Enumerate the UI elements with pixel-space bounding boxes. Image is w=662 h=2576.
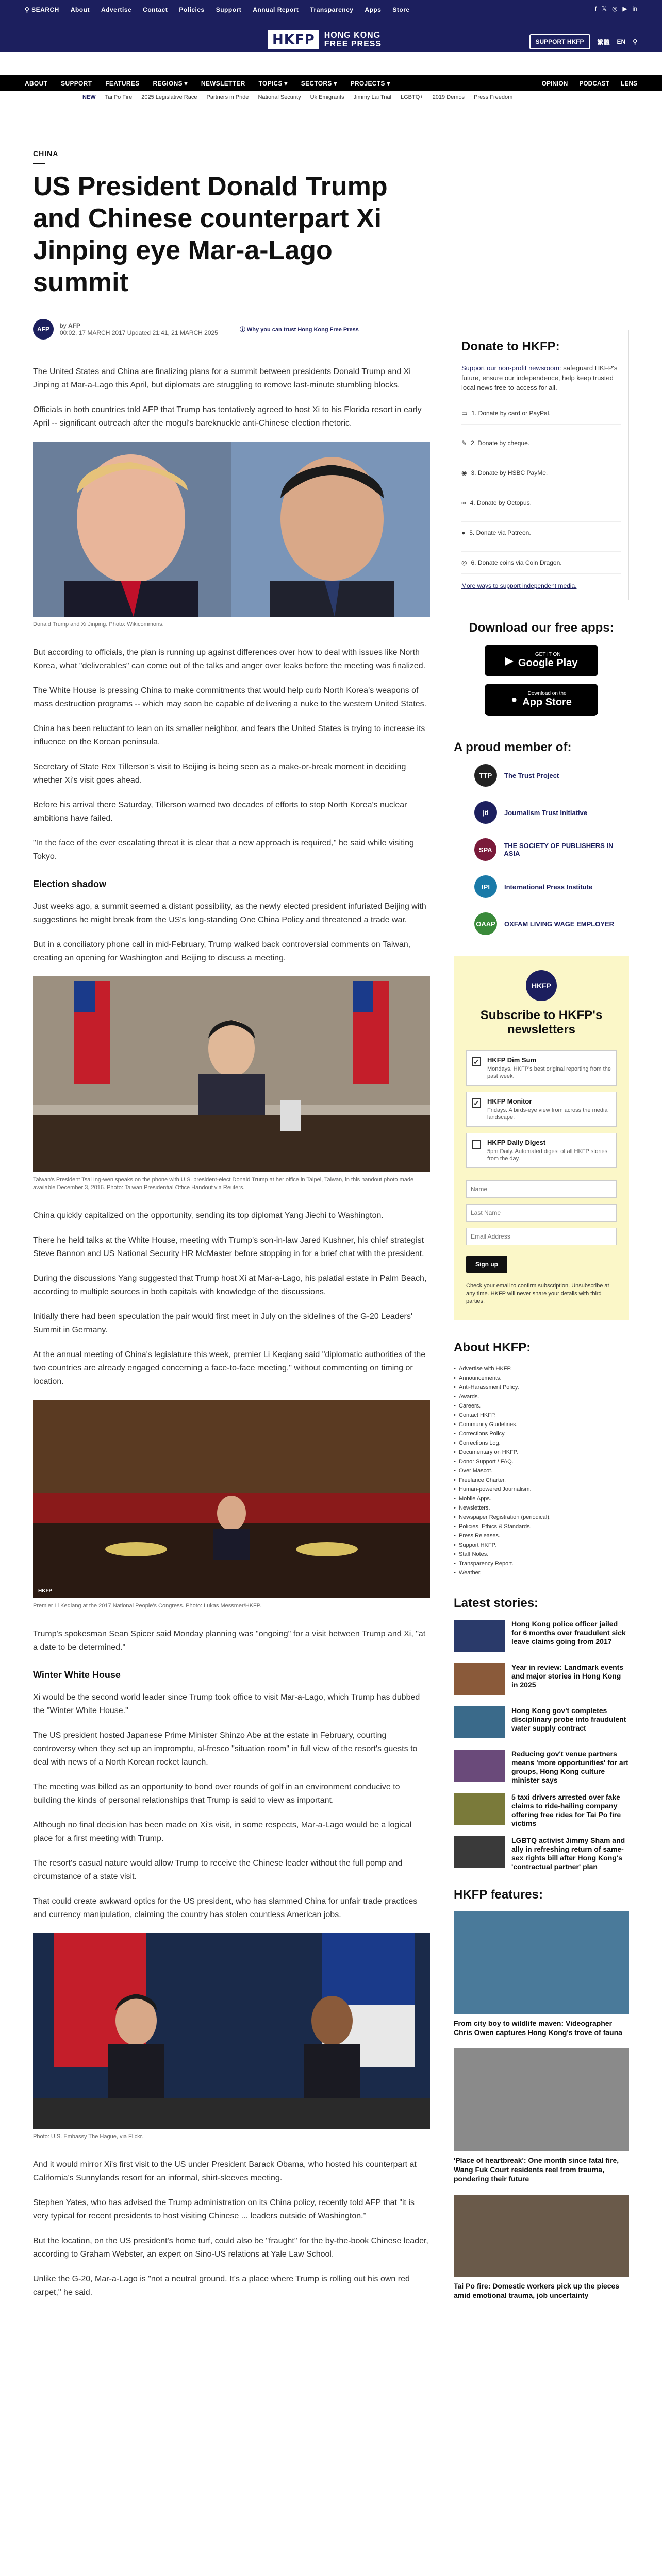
newsletter-option-digest[interactable]: HKFP Daily Digest 5pm Daily. Automated digest of all HKFP stories from the day. — [466, 1133, 617, 1168]
about-list — [454, 1364, 629, 1578]
feature-image — [454, 1911, 629, 2014]
top-link-contact[interactable]: Contact — [143, 6, 168, 13]
feature-image — [454, 2195, 629, 2277]
paragraph: The US president hosted Japanese Prime Minister Shinzo Abe at the estate in February, courting controversy when they set up an impromptu, al-fresco "situation room" in full view of the resort's guests to deal with news of a North Korean rocket launch. — [33, 1731, 418, 1767]
newsletter-option-dimsum[interactable]: ✓ HKFP Dim Sum Mondays. HKFP's best original reporting from the past week. — [466, 1050, 617, 1086]
latest-story[interactable]: 5 taxi drivers arrested over fake claims to ride-hailing company offering free rides for Tai Po fire victims — [454, 1793, 629, 1829]
about-link[interactable]: • Advertise with HKFP. — [454, 1364, 629, 1374]
paragraph: And it would mirror Xi's first visit to the US under President Barack Obama, who hosted his counterpart at California's Sunnylands resort for an informal, shirt-sleeves meeting. — [33, 2160, 417, 2182]
paragraph: But in a conciliatory phone call in mid-February, Trump walked back controversial comments on Taiwan, creating an opening for Washington and Beijing to discuss a meeting. — [33, 940, 411, 962]
nav-newsletter[interactable]: NEWSLETTER — [201, 80, 245, 87]
photo-caption: Premier Li Keqiang at the 2017 National People's Congress. Photo: Lukas Messmer/HKFP. — [33, 1603, 261, 1609]
trending-link[interactable]: 2019 Demos — [432, 94, 465, 100]
about-link[interactable]: • Announcements. — [454, 1374, 629, 1383]
paragraph: But the location, on the US president's home turf, could also be "fraught" for the by-the-book Chinese leader, according to Graham Webster, an expert on Sino-US relations at Yale Law School. — [33, 2236, 428, 2259]
top-links — [25, 6, 410, 13]
feature-image — [454, 2048, 629, 2151]
photo-caption: Photo: U.S. Embassy The Hague, via Flickr. — [33, 2133, 143, 2140]
latest-title: Latest stories: — [454, 1596, 539, 1610]
paragraph: During the discussions Yang suggested that Trump host Xi at Mar-a-Lago, his palatial estate in Palm Beach, according to multiple sources in both capitals with knowledge of the discussions. — [33, 1274, 427, 1296]
search-link[interactable]: ⚲ SEARCH — [25, 6, 59, 13]
latest-section — [454, 1596, 629, 1872]
support-hkfp-button[interactable]: SUPPORT HKFP — [529, 34, 590, 49]
new-label: NEW — [82, 94, 96, 100]
lang-en-link[interactable]: EN — [617, 38, 626, 45]
donate-text: Support our non-profit newsroom: safeguard HKFP's future, ensure our independence, help keep trusted local news free-to-access for all. — [461, 364, 618, 392]
about-link[interactable]: • Human-powered Journalism. — [454, 1485, 629, 1494]
nav-about[interactable]: ABOUT — [25, 80, 48, 87]
top-right-actions — [529, 34, 638, 49]
member-logo: jti — [474, 801, 497, 824]
top-bar — [0, 0, 662, 52]
about-link[interactable]: • Transparency Report. — [454, 1559, 629, 1568]
octopus-icon: ∞ — [461, 499, 466, 506]
about-link[interactable]: • Freelance Charter. — [454, 1476, 629, 1485]
about-link[interactable]: • Support HKFP. — [454, 1540, 629, 1550]
top-link-apps[interactable]: Apps — [365, 6, 382, 13]
checkbox[interactable]: ✓ — [472, 1057, 481, 1066]
about-link[interactable]: • Mobile Apps. — [454, 1494, 629, 1503]
signup-button[interactable]: Sign up — [466, 1256, 507, 1273]
patreon-icon: ● — [461, 529, 466, 536]
about-link[interactable]: • Awards. — [454, 1392, 629, 1401]
paragraph: Trump's spokesman Sean Spicer said Monday planning was "ongoing" for a visit between Trump and Xi, "at a date to be determined." — [33, 1630, 426, 1652]
apps-title: Download our free apps: — [469, 621, 614, 635]
about-link[interactable]: • Corrections Policy. — [454, 1429, 629, 1438]
main-nav — [0, 75, 662, 91]
newsletter-box — [454, 956, 629, 1320]
photo-xi-obama — [33, 1933, 430, 2129]
about-section — [454, 1341, 629, 1578]
top-link-transparency[interactable]: Transparency — [310, 6, 354, 13]
facebook-icon[interactable]: f — [594, 5, 597, 12]
nav-sectors[interactable]: SECTORS ▾ — [301, 80, 337, 87]
paragraph: China quickly capitalized on the opportunity, sending its top diplomat Yang Jiechi to Washington. — [33, 1211, 384, 1220]
about-link[interactable]: • Over Mascot. — [454, 1466, 629, 1476]
social-links — [595, 5, 637, 12]
about-link[interactable]: • Newsletters. — [454, 1503, 629, 1513]
latest-story[interactable]: Reducing gov't venue partners means 'more opportunities' for art groups, Hong Kong culture minister says — [454, 1750, 629, 1786]
about-link[interactable]: • Staff Notes. — [454, 1550, 629, 1559]
search-icon: ⚲ — [25, 6, 30, 13]
donate-box — [454, 330, 629, 600]
article-dates: 00:02, 17 MARCH 2017 Updated 21:41, 21 MARCH 2025 — [60, 329, 218, 336]
member-sopa[interactable]: SPA THE SOCIETY OF PUBLISHERS IN ASIA — [454, 838, 629, 861]
paragraph: Stephen Yates, who has advised the Trump administration on its China policy, recently told AFP that "it is very typical for recent presidents to host visiting Chinese ... leaders outside of Washington." — [33, 2198, 415, 2221]
paragraph: The resort's casual nature would allow Trump to receive the Chinese leader without the full pomp and circumstance of a state visit. — [33, 1859, 403, 1881]
last-name-field[interactable] — [466, 1204, 617, 1222]
about-link[interactable]: • Weather. — [454, 1568, 629, 1578]
member-ipi[interactable]: IPI International Press Institute — [454, 875, 629, 898]
google-play-badge[interactable]: ▶ GET IT ON Google Play — [485, 645, 598, 676]
author-name[interactable]: AFP — [68, 322, 81, 329]
logo-mark: HKFP — [268, 30, 319, 49]
paragraph: The United States and China are finalizing plans for a summit between presidents Donald Trump and Xi Jinping at Mar-a-Lago this April, but diplomats are struggling to remove last-minute stumbling blocks. — [33, 367, 411, 389]
article-category[interactable]: CHINA — [33, 149, 59, 158]
about-link[interactable]: • Policies, Ethics & Standards. — [454, 1522, 629, 1531]
nav-support[interactable]: SUPPORT — [61, 80, 92, 87]
apps-section — [454, 621, 629, 716]
trending-link[interactable]: Tai Po Fire — [105, 94, 133, 100]
trending-link[interactable]: Press Freedom — [474, 94, 513, 100]
paragraph: Secretary of State Rex Tillerson's visit to Beijing is being seen as a make-or-break moment in deciding whether Xi's visit goes ahead. — [33, 762, 406, 785]
donate-option[interactable]: ● 5. Donate via Patreon. — [461, 521, 621, 544]
author-avatar[interactable]: AFP — [33, 319, 54, 340]
donate-option[interactable]: ◉ 3. Donate by HSBC PayMe. — [461, 462, 621, 484]
photo-li-keqiang — [33, 1400, 430, 1598]
twitter-icon[interactable]: 𝕏 — [602, 5, 607, 12]
paragraph: But according to officials, the plan is running up against differences over how to deal with issues like North Korea, what "deliverables" can come out of the talks and anger over leaks before the meeting was finalized. — [33, 648, 426, 670]
donate-option[interactable]: ∞ 4. Donate by Octopus. — [461, 492, 621, 514]
about-link[interactable]: • Corrections Log. — [454, 1438, 629, 1448]
linkedin-icon[interactable]: in — [632, 5, 637, 12]
story-thumbnail — [454, 1706, 505, 1738]
nav-lens[interactable]: LENS — [620, 80, 637, 87]
latest-story[interactable]: LGBTQ activist Jimmy Sham and ally in refreshing return of same-sex rights bill after Hong Kong's 'contractual partner' plan — [454, 1836, 629, 1872]
story-thumbnail — [454, 1620, 505, 1652]
byline-text: by AFP 00:02, 17 MARCH 2017 Updated 21:41, 21 MARCH 2025 — [60, 322, 218, 336]
photo-caption: Donald Trump and Xi Jinping. Photo: Wikicommons. — [33, 621, 164, 628]
checkbox[interactable]: ✓ — [472, 1098, 481, 1108]
member-jti[interactable]: jti Journalism Trust Initiative — [454, 801, 629, 824]
instagram-icon[interactable]: ◎ — [611, 5, 618, 12]
paragraph: Initially there had been speculation the pair would first meet in July on the sidelines of the G-20 Leaders' Summit in Germany. — [33, 1312, 412, 1334]
features-title: HKFP features: — [454, 1888, 543, 1902]
donate-option[interactable]: ✎ 2. Donate by cheque. — [461, 432, 621, 454]
paragraph: Unlike the G-20, Mar-a-Lago is "not a neutral ground. It's a place where Trump is rolling out his own red carpet," he said. — [33, 2275, 410, 2297]
about-link[interactable]: • Contact HKFP. — [454, 1411, 629, 1420]
newsletter-logo: HKFP — [526, 970, 557, 1001]
email-field[interactable] — [466, 1228, 617, 1245]
members-section — [454, 740, 629, 935]
paragraph: At the annual meeting of China's legislature this week, premier Li Keqiang said "diplomatic authorities of the two countries are already engaged concerning a face-to-face meeting," without commenting on timing or location. — [33, 1350, 426, 1386]
lang-zh-link[interactable]: 繁體 — [597, 38, 610, 46]
youtube-icon[interactable]: ▶ — [622, 5, 627, 12]
paragraph: That could create awkward optics for the US president, who has slammed China for unfair trade practices and currency manipulation, claiming the country has stolen countless American jobs. — [33, 1897, 418, 1919]
trust-link[interactable]: ⓘ Why you can trust Hong Kong Free Press — [239, 327, 359, 333]
trending-link[interactable]: Jimmy Lai Trial — [353, 94, 391, 100]
story-thumbnail — [454, 1750, 505, 1782]
donate-options — [461, 402, 621, 574]
paragraph: The meeting was billed as an opportunity to bond over rounds of golf in an environment conducive to building the kinds of personal relationships that Trump is said to view as important. — [33, 1783, 400, 1805]
byline — [33, 319, 430, 340]
feature-story[interactable]: 'Place of heartbreak': One month since fatal fire, Wang Fuk Court residents reel from trauma, pondering their future — [454, 2048, 629, 2183]
newsletter-option-monitor[interactable]: ✓ HKFP Monitor Fridays. A birds-eye view from across the media landscape. — [466, 1092, 617, 1127]
donate-option[interactable]: ▭ 1. Donate by card or PayPal. — [461, 402, 621, 425]
subheading: Election shadow — [33, 879, 107, 889]
card-icon: ▭ — [461, 410, 468, 417]
member-logo: SPA — [474, 838, 496, 861]
about-title: About HKFP: — [454, 1341, 531, 1354]
photo-trump-xi — [33, 442, 430, 617]
article-title: US President Donald Trump and Chinese counterpart Xi Jinping eye Mar-a-Lago summit — [33, 172, 388, 297]
paragraph: Although no final decision has been made on Xi's visit, in some respects, Mar-a-Lago would be a logical place for a first meeting with Trump. — [33, 1821, 412, 1843]
payme-icon: ◉ — [461, 469, 467, 477]
feature-story[interactable]: From city boy to wildlife maven: Videographer Chris Owen captures Hong Kong's trove of fauna — [454, 1911, 629, 2037]
story-thumbnail — [454, 1793, 505, 1825]
newsletter-title: Subscribe to HKFP's newsletters — [480, 1008, 603, 1037]
article — [33, 149, 430, 2311]
checkbox[interactable] — [472, 1140, 481, 1149]
cheque-icon: ✎ — [461, 439, 467, 447]
story-thumbnail — [454, 1836, 505, 1868]
paragraph: Xi would be the second world leader since Trump took office to visit Mar-a-Lago, which Trump has dubbed the "Winter White House." — [33, 1693, 420, 1715]
nav-opinion[interactable]: OPINION — [541, 80, 568, 87]
latest-story[interactable]: Year in review: Landmark events and major stories in Hong Kong in 2025 — [454, 1663, 629, 1699]
top-link-policies[interactable]: Policies — [179, 6, 205, 13]
paragraph: Before his arrival there Saturday, Tillerson warned two decades of efforts to stop North Korea's nuclear ambitions have failed. — [33, 801, 407, 823]
more-ways-link[interactable]: More ways to support independent media. — [461, 582, 577, 589]
subheading: Winter White House — [33, 1670, 121, 1680]
about-link[interactable]: • Donor Support / FAQ. — [454, 1457, 629, 1466]
nav-podcast[interactable]: PODCAST — [579, 80, 609, 87]
features-section — [454, 1888, 629, 2300]
logo-text: HONG KONG FREE PRESS — [324, 31, 382, 48]
latest-story[interactable]: Hong Kong gov't completes disciplinary probe into fraudulent water supply contract — [454, 1706, 629, 1742]
trending-link[interactable]: Partners in Pride — [206, 94, 249, 100]
nav-projects[interactable]: PROJECTS ▾ — [350, 80, 390, 87]
paragraph: Officials in both countries told AFP that Trump has tentatively agreed to host Xi to his Florida resort in early April -- significant outreach after the mogul's bareknuckle anti-Chinese election rhetoric. — [33, 405, 422, 428]
nav-features[interactable]: FEATURES — [105, 80, 140, 87]
feature-story[interactable]: Tai Po fire: Domestic workers pick up the pieces amid emotional trauma, job uncertainty — [454, 2195, 629, 2300]
paragraph: China has been reluctant to lean on its smaller neighbor, and fears the United States is trying to increase its influence on the Korean peninsula. — [33, 724, 425, 747]
coin-icon: ◎ — [461, 559, 467, 566]
trending-link[interactable]: 2025 Legislative Race — [141, 94, 197, 100]
trending-link[interactable]: Uk Emigrants — [310, 94, 344, 100]
paragraph: There he held talks at the White House, meeting with Trump's son-in-law Jared Kushner, his chief strategist Steve Bannon and US National Security HR McMaster before stopping in for a brief chat with the president. — [33, 1236, 424, 1258]
donate-link[interactable]: Support our non-profit newsroom: — [461, 364, 561, 372]
member-trust-project[interactable]: TTP The Trust Project — [454, 764, 629, 787]
apple-icon: ● — [511, 693, 518, 705]
newsletter-fine-print: Check your email to confirm subscription. Unsubscribe at any time. HKFP will never share your details with third parties. — [466, 1283, 609, 1304]
top-link-about[interactable]: About — [70, 6, 90, 13]
top-link-store[interactable]: Store — [392, 6, 410, 13]
about-link[interactable]: • Newspaper Registration (periodical). — [454, 1513, 629, 1522]
photo-watermark: HKFP — [38, 1588, 53, 1594]
sidebar — [454, 330, 629, 2311]
member-oxfam[interactable]: OAAP OXFAM LIVING WAGE EMPLOYER — [454, 912, 629, 935]
site-logo[interactable] — [268, 30, 382, 49]
member-logo: TTP — [474, 764, 497, 787]
top-link-support[interactable]: Support — [216, 6, 242, 13]
latest-story[interactable]: Hong Kong police officer jailed for 6 months over fraudulent sick leave claims going from 2017 — [454, 1620, 629, 1656]
app-store-badge[interactable]: ● Download on the App Store — [485, 684, 598, 716]
member-logo: OAAP — [474, 912, 497, 935]
about-link[interactable]: • Documentary on HKFP. — [454, 1448, 629, 1457]
play-icon: ▶ — [505, 655, 513, 667]
story-thumbnail — [454, 1663, 505, 1695]
about-link[interactable]: • Anti-Harassment Policy. — [454, 1383, 629, 1392]
about-link[interactable]: • Careers. — [454, 1401, 629, 1411]
paragraph: "In the face of the ever escalating threat it is clear that a new approach is required," he said while visiting Tokyo. — [33, 839, 414, 861]
donate-option[interactable]: ◎ 6. Donate coins via Coin Dragon. — [461, 551, 621, 574]
nav-regions[interactable]: REGIONS ▾ — [153, 80, 188, 87]
top-link-annual-report[interactable]: Annual Report — [253, 6, 299, 13]
members-title: A proud member of: — [454, 740, 572, 754]
paragraph: The White House is pressing China to make commitments that would help curb North Korea's weapons of mass destruction programs -- which may soon be capable of delivering a nuke to the western United States. — [33, 686, 427, 708]
about-link[interactable]: • Press Releases. — [454, 1531, 629, 1540]
search-icon[interactable]: ⚲ — [633, 38, 637, 45]
trending-bar — [0, 91, 662, 105]
about-link[interactable]: • Community Guidelines. — [454, 1420, 629, 1429]
name-field[interactable] — [466, 1180, 617, 1198]
nav-topics[interactable]: TOPICS ▾ — [258, 80, 288, 87]
donate-title: Donate to HKFP: — [461, 340, 560, 353]
photo-tsai-phone — [33, 976, 430, 1172]
info-icon: ⓘ — [239, 327, 245, 333]
paragraph: Just weeks ago, a summit seemed a distant possibility, as the newly elected president infuriated Beijing with suggestions he might break from the US's long-standing One China Policy and threatened a trade war. — [33, 902, 426, 924]
trending-link[interactable]: LGBTQ+ — [400, 94, 423, 100]
top-link-advertise[interactable]: Advertise — [101, 6, 132, 13]
member-logo: IPI — [474, 875, 497, 898]
trending-link[interactable]: National Security — [258, 94, 301, 100]
category-rule — [33, 163, 45, 164]
photo-caption: Taiwan's President Tsai Ing-wen speaks on the phone with U.S. president-elect Donald Trump at her office in Taipei, Taiwan, in this handout photo made available December 3, 2016. Photo: Taiwan Presidential Office Handout via Reuters. — [33, 1177, 414, 1191]
